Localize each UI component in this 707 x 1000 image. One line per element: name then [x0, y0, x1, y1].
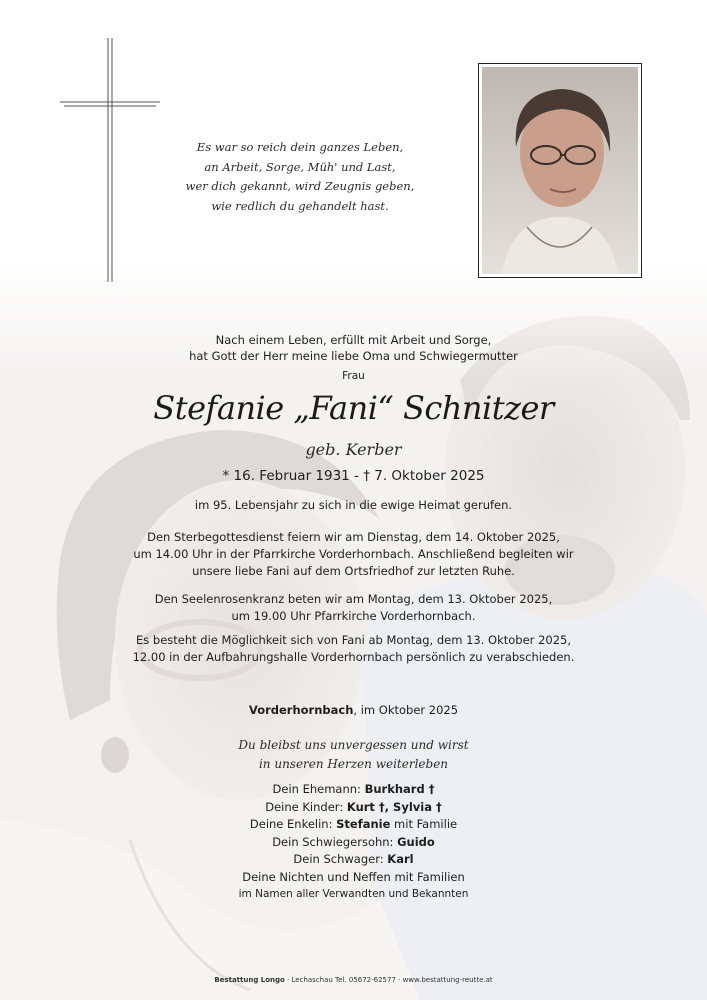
mourner-name: Karl [387, 852, 414, 866]
mourner-label: Deine Enkelin: [249, 817, 337, 831]
rosary-line: um 19.00 Uhr Pfarrkirche Vorderhornbach. [231, 609, 476, 623]
viewing-line: 12.00 in der Aufbahrungshalle Vorderhornbach persönlich zu verabschieden. [132, 650, 575, 664]
mourner-label: Dein Ehemann: [272, 782, 365, 796]
poem-line: wie redlich du gehandelt hast. [211, 198, 389, 213]
mourner-grandchild [100, 816, 607, 834]
life-dates: * 16. Februar 1931 - † 7. Oktober 2025 [222, 468, 485, 484]
mourner-name: Guido [397, 834, 435, 849]
funeral-service-text [60, 529, 647, 580]
mourner-label: Deine Kinder: [265, 799, 347, 814]
verse-line: in unseren Herzen weiterleben [258, 757, 449, 771]
place-date-text: , im Oktober 2025 [353, 703, 459, 717]
cross-icon [60, 38, 160, 282]
funeral-line: Den Sterbegottesdienst feiern wir am Dienstag, dem 14. Oktober 2025, [147, 530, 560, 544]
funeral-home-details: · Lechaschau Tel. 05672-62577 · www.bestattung-reutte.at [284, 976, 493, 984]
funeral-home-name: Bestattung Longo [214, 976, 285, 984]
mourners-list [100, 781, 607, 904]
mourner-name: Burkhard † [364, 782, 435, 796]
portrait-image [482, 67, 638, 274]
place-date [100, 703, 607, 717]
closing-verse [150, 736, 557, 774]
funeral-home-footer [100, 976, 607, 984]
mourner-label: Dein Schwiegersohn: [272, 834, 398, 849]
viewing-line: Es besteht die Möglichkeit sich von Fani ab Montag, dem 13. Oktober 2025, [135, 633, 571, 647]
funeral-line: um 14.00 Uhr in der Pfarrkirche Vorderhornbach. Anschließend begleiten wir [133, 547, 574, 561]
deceased-name: Stefanie „Fani“ Schnitzer [153, 389, 554, 427]
mourner-label: Dein Schwager: [293, 852, 388, 866]
intro-line: Nach einem Leben, erfüllt mit Arbeit und Sorge, [215, 333, 492, 347]
viewing-text [60, 632, 647, 666]
mourner-nieces: Deine Nichten und Neffen mit Familien [242, 869, 465, 884]
memorial-poem [170, 138, 430, 216]
poem-line: wer dich gekannt, wird Zeugnis geben, [185, 179, 415, 193]
poem-line: Es war so reich dein ganzes Leben, [196, 140, 404, 154]
mourner-husband [100, 781, 607, 799]
maiden-name: geb. Kerber [305, 440, 402, 459]
salutation: Frau [342, 370, 365, 382]
rosary-text [60, 591, 647, 625]
rosary-line: Den Seelenrosenkranz beten wir am Montag, dem 13. Oktober 2025, [154, 592, 553, 606]
mourner-brother-in-law [100, 851, 607, 869]
mourner-son-in-law [100, 834, 607, 852]
poem-line: an Arbeit, Sorge, Müh' und Last, [204, 159, 396, 174]
place-name: Vorderhornbach [248, 703, 354, 717]
mourner-name: Kurt †, Sylvia † [346, 799, 442, 814]
portrait-photo [478, 63, 642, 278]
funeral-line: unsere liebe Fani auf dem Ortsfriedhof zur letzten Ruhe. [192, 564, 515, 578]
mourner-relatives: im Namen aller Verwandten und Bekannten [238, 888, 469, 900]
mourner-children [100, 799, 607, 817]
intro-line: hat Gott der Herr meine liebe Oma und Schwiegermutter [189, 349, 518, 363]
mourner-name: Stefanie [336, 817, 391, 831]
mourner-suffix: mit Familie [390, 817, 458, 831]
verse-line: Du bleibst uns unvergessen und wirst [238, 738, 469, 752]
intro-text [100, 332, 607, 364]
age-line: im 95. Lebensjahr zu sich in die ewige Heimat gerufen. [194, 498, 513, 512]
